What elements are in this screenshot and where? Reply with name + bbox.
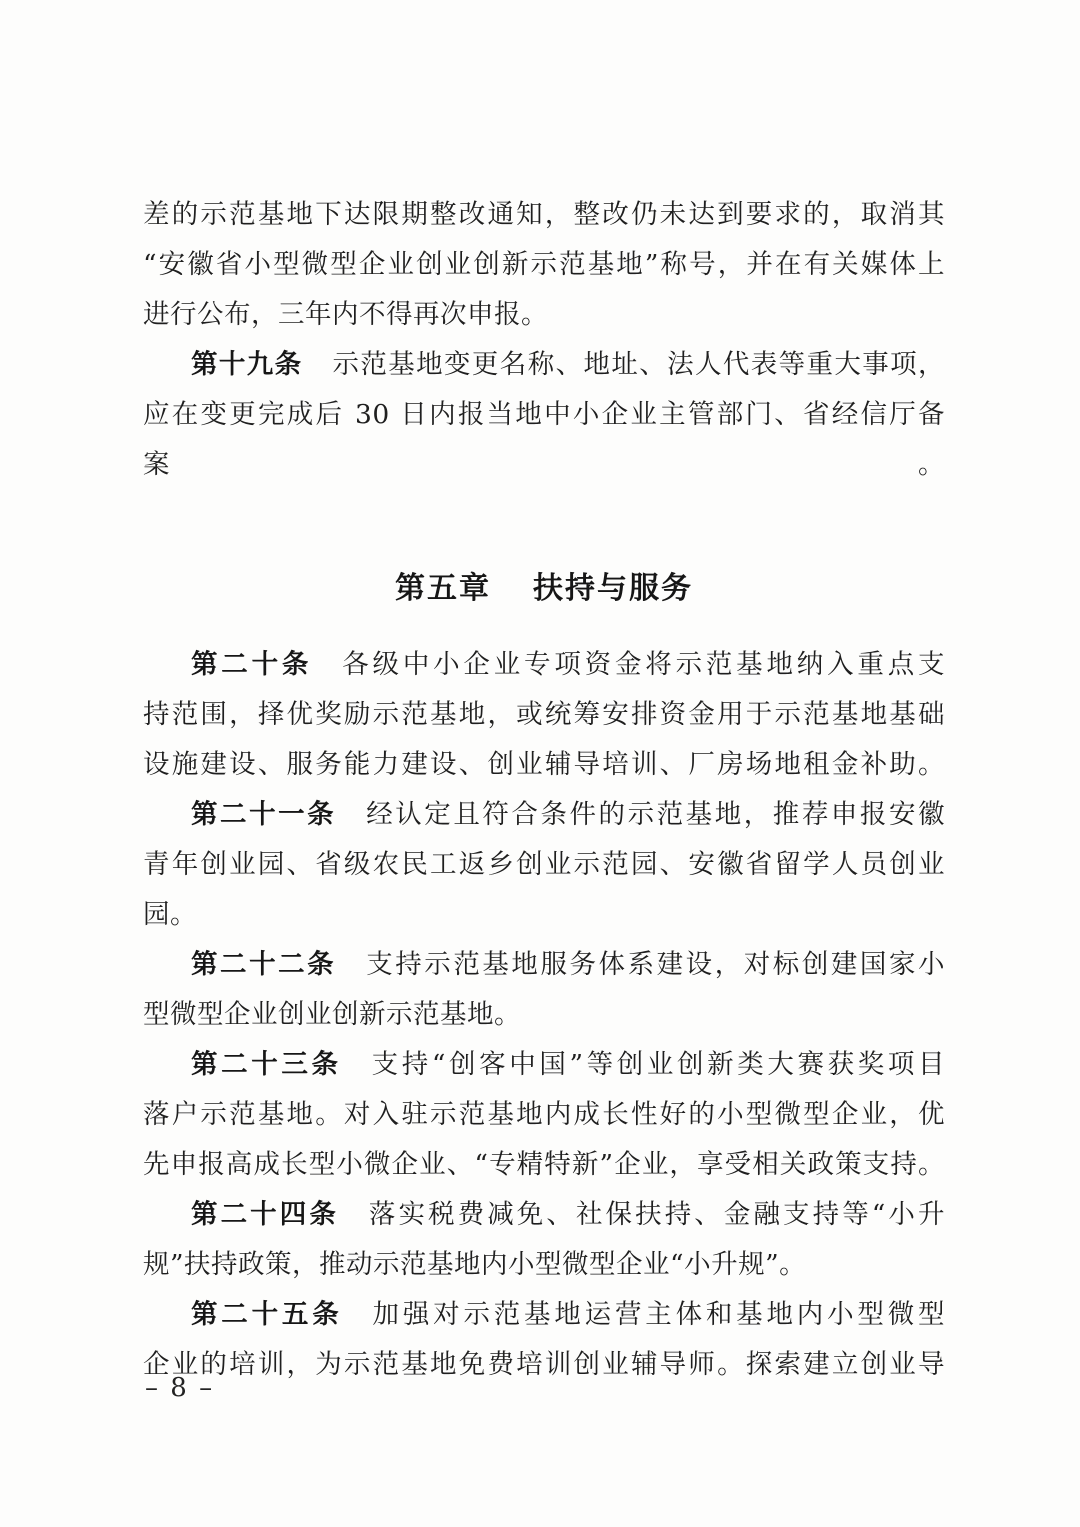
text-line: 应在变更完成后 30 日内报当地中小企业主管部门、省经信厅备案。 — [143, 399, 945, 480]
chapter-title: 扶持与服务 — [533, 571, 693, 606]
text-line: 先申报高成长型小微企业、“专精特新”企业，享受相关政策支持。 — [143, 1149, 945, 1180]
chapter-number: 第五章 — [395, 571, 491, 606]
text-line: 持范围，择优奖励示范基地，或统筹安排资金用于示范基地基础 — [143, 699, 945, 730]
text-line: 园。 — [143, 899, 197, 930]
paragraph-article-25 — [143, 1290, 945, 1390]
article-number: 第二十二条 — [191, 949, 337, 980]
paragraph-article-20 — [143, 640, 945, 790]
article-text: 加强对示范基地运营主体和基地内小型微型 — [372, 1299, 946, 1330]
text-line — [143, 340, 945, 390]
chapter-heading — [143, 564, 945, 614]
text-line: 企业的培训，为示范基地免费培训创业辅导师。探索建立创业导 — [143, 1349, 945, 1380]
text-line: 型微型企业创业创新示范基地。 — [143, 999, 521, 1030]
page-number: – 8 – — [145, 1373, 215, 1403]
paragraph-article-19 — [143, 340, 945, 490]
text-line: 差的示范基地下达限期整改通知，整改仍未达到要求的，取消其 — [143, 199, 945, 230]
article-number: 第二十三条 — [191, 1049, 342, 1080]
paragraph-article-21 — [143, 790, 945, 940]
text-line — [143, 1040, 945, 1090]
text-line — [143, 790, 945, 840]
text-line: “安徽省小型微型企业创业创新示范基地”称号，并在有关媒体上 — [143, 249, 945, 280]
article-number: 第二十五条 — [191, 1299, 343, 1330]
paragraph-article-22 — [143, 940, 945, 1040]
text-line — [143, 940, 945, 990]
text-line: 进行公布，三年内不得再次申报。 — [143, 299, 548, 330]
article-text: 示范基地变更名称、地址、法人代表等重大事项， — [332, 349, 946, 380]
paragraph-continuation — [143, 190, 945, 340]
text-line — [143, 1290, 945, 1340]
text-line: 落户示范基地。对入驻示范基地内成长性好的小型微型企业，优 — [143, 1099, 945, 1130]
article-text: 支持“创客中国”等创业创新类大赛获奖项目 — [371, 1049, 945, 1080]
article-text: 各级中小企业专项资金将示范基地纳入重点支 — [342, 649, 946, 680]
paragraph-article-23 — [143, 1040, 945, 1190]
text-line: 设施建设、服务能力建设、创业辅导培训、厂房场地租金补助。 — [143, 749, 945, 780]
text-line — [143, 640, 945, 690]
text-line — [143, 1190, 945, 1240]
article-number: 第二十四条 — [191, 1199, 339, 1230]
paragraph-article-24 — [143, 1190, 945, 1290]
article-number: 第二十一条 — [191, 799, 337, 830]
article-number: 第二十条 — [191, 649, 313, 680]
document-content — [143, 190, 945, 1390]
article-text: 落实税费减免、社保扶持、金融支持等“小升 — [368, 1199, 945, 1230]
text-line: 青年创业园、省级农民工返乡创业示范园、安徽省留学人员创业 — [143, 849, 945, 880]
text-line: 规”扶持政策，推动示范基地内小型微型企业“小升规”。 — [143, 1249, 807, 1280]
article-text: 支持示范基地服务体系建设，对标创建国家小 — [366, 949, 946, 980]
article-text: 经认定且符合条件的示范基地，推荐申报安徽 — [366, 799, 946, 830]
article-number: 第十九条 — [191, 349, 303, 380]
